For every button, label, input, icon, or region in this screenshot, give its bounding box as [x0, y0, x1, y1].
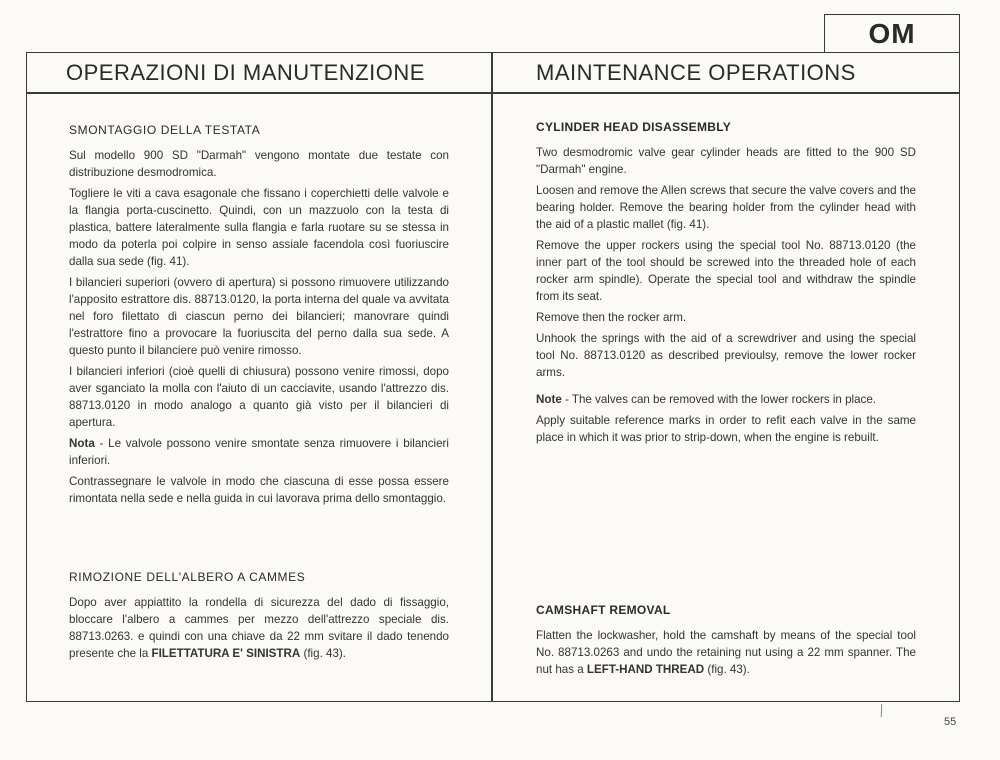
italian-paragraph: Sul modello 900 SD "Darmah" vengono montate due testate con distribuzione desmodromica. — [69, 149, 449, 179]
text-run: Flatten the lockwasher, hold the camshaft by means of the special tool No. 88713.0263 and undo the retaining nut using a 22 mm spanner. The nut has a — [536, 629, 916, 676]
italian-paragraph: I bilancieri inferiori (cioè quelli di chiusura) possono venire rimossi, dopo aver sganciato la molla con l'aiuto di un cacciavite, usando l'attrezzo dis. 88713.0120 in modo analogo a quanto già visto per il bilancieri di apertura. — [69, 365, 449, 429]
text-run: Dopo aver appiattito la rondella di sicurezza del dado di fissaggio, bloccare l'albero a cammes per mezzo dell'attrezzo speciale dis. 88713.0263. e quindi con una chiave da 22 mm svitare il dado tenendo presente che la — [69, 596, 449, 660]
italian-note — [69, 435, 449, 469]
note-label: Note — [536, 393, 562, 406]
text-run: (fig. 43). — [300, 647, 346, 660]
italian-section-title-head: SMONTAGGIO DELLA TESTATA — [69, 123, 261, 137]
english-paragraph: Remove then the rocker arm. — [536, 311, 687, 324]
english-page-title: MAINTENANCE OPERATIONS — [536, 60, 856, 85]
english-paragraph — [536, 627, 916, 678]
english-paragraph: Apply suitable reference marks in order to refit each valve in the same place in which it was prior to strip-down, when the engine is rebuilt. — [536, 414, 916, 444]
stray-mark: ╲ — [875, 705, 887, 718]
section-badge: OM — [824, 14, 960, 53]
note-label: Nota — [69, 437, 95, 450]
italian-paragraph — [69, 594, 449, 662]
english-note — [536, 391, 916, 408]
english-column-camshaft-section — [536, 602, 916, 682]
english-paragraph: Remove the upper rockers using the special tool No. 88713.0120 (the inner part of the tool should be screwed into the threaded hole of each rocker arm spindle). Operate the special tool and withdraw the spindle from its seat. — [536, 239, 916, 303]
italian-paragraph: Togliere le viti a cava esagonale che fissano i coperchietti delle valvole e la flangia porta-cuscinetto. Quindi, con un mazzuolo con la testa di plastica, battere lateralmente sulla flangia e farla ruotare su se stessa in modo da poterla poi colpire in senso assiale facendola così fuoriuscire dalla sua sede (fig. 41). — [69, 187, 449, 268]
italian-page-title: OPERAZIONI DI MANUTENZIONE — [66, 60, 425, 85]
text-run: (fig. 43). — [704, 663, 750, 676]
page-number: 55 — [944, 716, 957, 728]
italian-paragraph: I bilancieri superiori (ovvero di apertura) si possono rimuovere utilizzando l'apposito estrattore dis. 88713.0120, la porta interna del quale va avvitata nel foro filettato di ciascun perno dei bilancieri; manovrare quindi l'estrattore fino a provocare la fuoriuscita del perno dalla sua sede. A questo punto il bilanciere può venire rimosso. — [69, 276, 449, 357]
italian-section-title-camshaft: RIMOZIONE DELL'ALBERO A CAMMES — [69, 570, 306, 584]
italian-column-camshaft-section — [69, 569, 449, 666]
note-text: - The valves can be removed with the lower rockers in place. — [561, 393, 877, 406]
column-divider — [491, 52, 493, 702]
english-paragraph: Two desmodromic valve gear cylinder heads are fitted to the 900 SD "Darmah" engine. — [536, 146, 916, 176]
italian-paragraph: Contrassegnare le valvole in modo che ciascuna di esse possa essere rimontata nella sede e nella guida in cui lavorava prima dello smontaggio. — [69, 475, 449, 505]
note-text: - Le valvole possono venire smontate senza rimuovere i bilancieri inferiori. — [69, 437, 449, 467]
english-paragraph: Unhook the springs with the aid of a screwdriver and using the special tool No. 88713.0120 as described previoulsy, remove the lower rocker arms. — [536, 332, 916, 379]
emphasis-text: LEFT-HAND THREAD — [586, 663, 705, 676]
italian-column-head-section — [69, 122, 449, 511]
english-section-title-camshaft: CAMSHAFT REMOVAL — [536, 603, 671, 617]
emphasis-text: FILETTATURA E' SINISTRA — [151, 647, 301, 660]
english-paragraph: Loosen and remove the Allen screws that secure the valve covers and the bearing holder. Remove the bearing holder from the cylinder head with the aid of a plastic mallet (fig. 41). — [536, 184, 916, 231]
header-rule — [26, 92, 960, 94]
english-column-head-section — [536, 119, 916, 450]
english-section-title-head: CYLINDER HEAD DISASSEMBLY — [536, 120, 732, 134]
